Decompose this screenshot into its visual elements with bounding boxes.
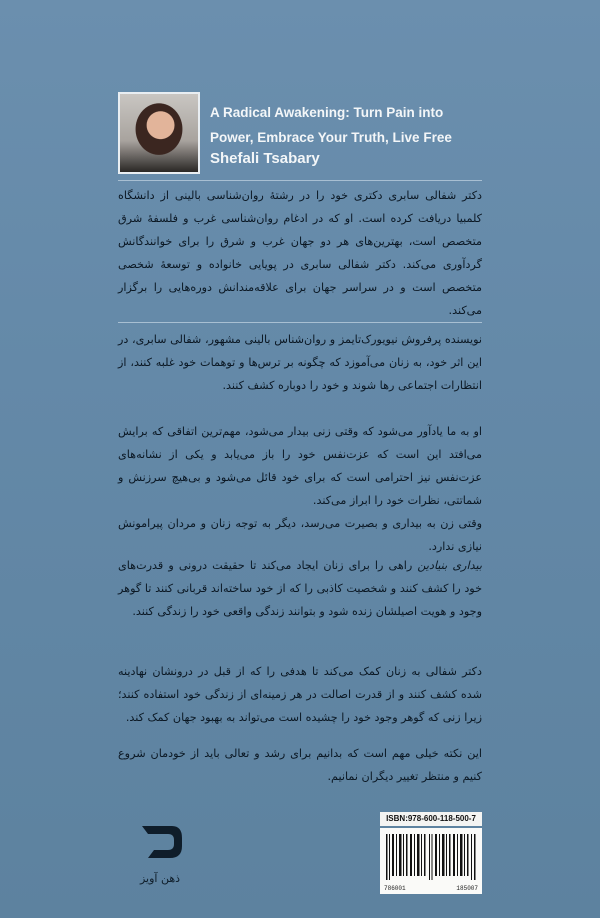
barcode (380, 828, 482, 894)
description-paragraph-5 (118, 660, 482, 729)
book-title-english: A Radical Awakening: Turn Pain into Power, Embrace Your Truth, Live Free (210, 105, 452, 145)
barcode-bars-icon (380, 828, 482, 884)
paragraph-text: او به ما یادآور می‌شود که وقتی زنی بیدار می‌شود، مهم‌ترین اتفاقی که برایش می‌افتد این است که عزت‌نفس خود را باز می‌یابد و یکی از نشانه‌های عزت‌نفس نیز احترامی است که برای خود قائل می‌شود و بی‌هیچ سرزنش و شماتتی، نظرات خود را ابراز می‌کند. (118, 425, 482, 507)
publisher-name: ذهن آویز (139, 872, 181, 885)
publisher-logo-icon (120, 812, 200, 872)
isbn-barcode (380, 812, 482, 894)
description-paragraph-3 (118, 512, 482, 558)
author-photo (118, 92, 200, 174)
paragraph-text: این نکته خیلی مهم است که بدانیم برای رشد و تعالی باید از خودمان شروع کنیم و منتظر تغییر دیگران نمانیم. (118, 747, 482, 783)
description-paragraph-6 (118, 742, 482, 788)
author-name-english: Shefali Tsabary (210, 150, 320, 167)
paragraph-text: دکتر شفالی به زنان کمک می‌کند تا هدفی را که از قبل در درونشان نهادینه شده کشف کنند و از قدرت اصالت در هر زمینه‌ای از زندگی خود استفاده کنند؛ زیرا زنی که گوهر وجود خود را چشیده است می‌تواند به بهبود جهان کمک کند. (118, 665, 482, 724)
barcode-number-left: 786001 (384, 885, 406, 892)
paragraph-text (118, 554, 482, 623)
italic-book-title: بیداری بنیادین (417, 559, 482, 572)
description-paragraph-1 (118, 328, 482, 397)
divider (118, 180, 482, 181)
barcode-number-right: 185007 (456, 885, 478, 892)
paragraph-text: وقتی زن به بیداری و بصیرت می‌رسد، دیگر به توجه زنان و مردان پیرامونش نیازی ندارد. (118, 517, 482, 553)
paragraph-body: راهی را برای زنان ایجاد می‌کند تا حقیقت درونی و قدرت‌های خود را کشف کنند و شخصیت کاذبی را که از خود ساخته‌اند قربانی کنند تا گوهر وجود و هویت اصیلشان زنده شود و بتوانند زندگی واقعی خود را زندگی کنند. (118, 559, 482, 618)
author-bio-paragraph (118, 184, 482, 322)
paragraph-text: دکتر شفالی سابری دکتری خود را در رشتهٔ روان‌شناسی بالینی از دانشگاه کلمبیا دریافت کرده است. او که در ادغام روان‌شناسی غرب و فلسفهٔ شرق متخصص است، بهترین‌های هر دو جهان غرب و شرق را برای خوانندگانش گردآوری می‌کند. دکتر شفالی سابری در پویایی خانواده و توسعهٔ شخصی متخصص است و در سراسر جهان برای علاقه‌مندانش دوره‌هایی را برگزار می‌کند. (118, 189, 482, 317)
description-paragraph-2 (118, 420, 482, 512)
paragraph-text: نویسنده پرفروش نیویورک‌تایمز و روان‌شناس بالینی مشهور، شفالی سابری، در این اثر خود، به زنان می‌آموزد که چگونه بر ترس‌ها و توهمات خود غلبه کنند، از انتظارات اجتماعی رها شوند و خود را دوباره کشف کنند. (118, 333, 482, 392)
description-paragraph-4 (118, 554, 482, 623)
divider (118, 322, 482, 323)
publisher-logo (120, 812, 200, 892)
isbn-label: ISBN:978-600-118-500-7 (380, 812, 482, 826)
barcode-numbers (380, 885, 482, 892)
